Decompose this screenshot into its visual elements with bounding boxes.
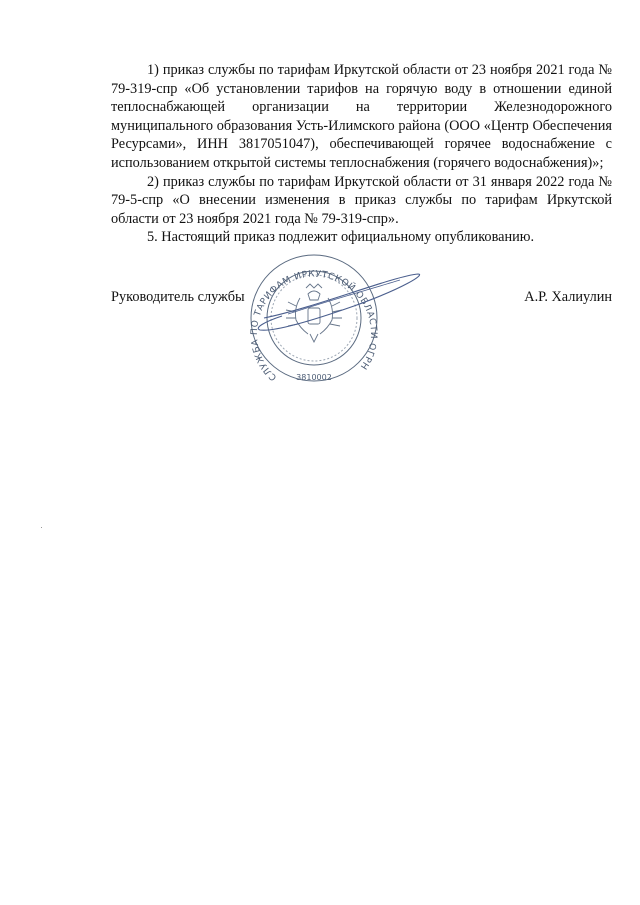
paragraph-3: 5. Настоящий приказ подлежит официальному опубликованию. <box>147 229 535 246</box>
signatory-name: А.Р. Халиулин <box>524 289 612 305</box>
seal-arc-text: СЛУЖБА ПО ТАРИФАМ ИРКУТСКОЙ ОБЛАСТИ ОГРН <box>249 269 379 383</box>
paragraph-1: 1) приказ службы по тарифам Иркутской области от 23 ноября 2021 года № 79-319-спр «Об установлении тарифов на горячую воду в отношении единой теплоснабжающей организации на территории Железнодорожного муниципального образования Усть-Илимского района (ООО «Центр Обеспечения Ресурсами», ИНН 3817051047), обеспечивающей горячее водоснабжение с использованием открытой системы теплоснабжения (горячего водоснабжения)»; <box>111 62 612 171</box>
order-text <box>111 61 612 247</box>
paragraph-2: 2) приказ службы по тарифам Иркутской области от 31 января 2022 года № 79-5-спр «О внесении изменения в приказ службы по тарифам Иркутской области от 23 ноября 2021 года № 79-319-спр». <box>111 173 612 227</box>
seal-number: 3810002 <box>296 373 332 382</box>
scan-speck <box>41 527 42 528</box>
signatory-position: Руководитель службы <box>111 289 245 305</box>
official-seal <box>204 248 424 388</box>
